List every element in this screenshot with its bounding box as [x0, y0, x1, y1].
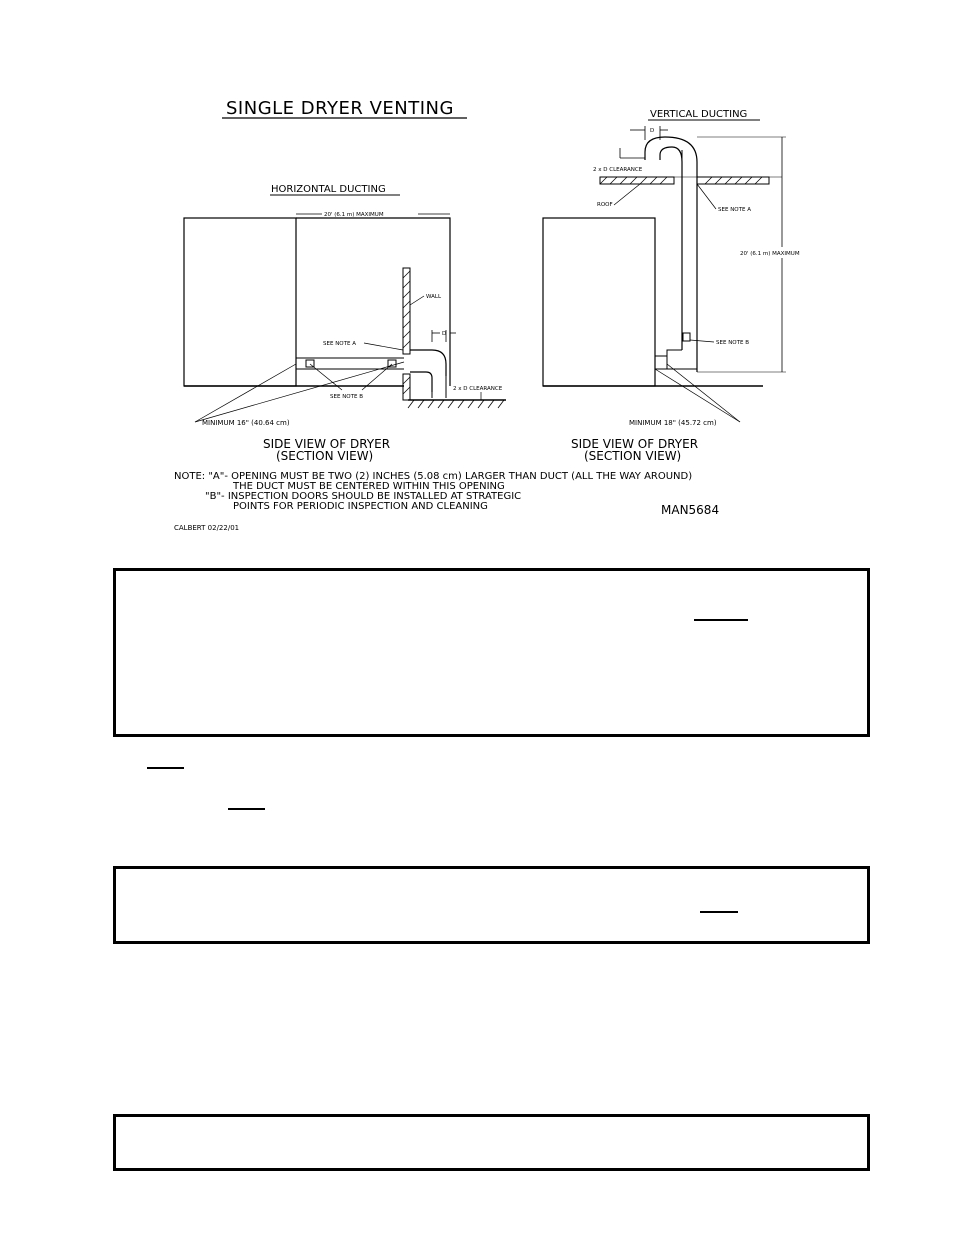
vertical-gooseneck: [645, 137, 697, 372]
vertical-section-view: (SECTION VIEW): [584, 449, 682, 463]
duct-outline: [296, 218, 450, 386]
diagram-title: SINGLE DRYER VENTING: [226, 98, 454, 119]
author-date: CALBERT 02/22/01: [174, 524, 240, 532]
emphasis-underline: [694, 619, 748, 621]
horizontal-minimum: MINIMUM 16" (40.64 cm): [202, 419, 290, 427]
wall-hatch: [403, 268, 410, 354]
note-a-line2: THE DUCT MUST BE CENTERED WITHIN THIS OPENING: [233, 481, 505, 492]
vertical-minimum: MINIMUM 18" (45.72 cm): [629, 419, 717, 427]
vertical-side-view: SIDE VIEW OF DRYER: [571, 437, 699, 451]
horizontal-ducting-view: [184, 184, 506, 463]
horizontal-max-length: 20' (6.1 m) MAXIMUM: [324, 212, 384, 218]
horizontal-d-label: D: [442, 331, 447, 337]
vertical-see-note-b: SEE NOTE B: [716, 340, 749, 346]
vertical-clearance: 2 x D CLEARANCE: [593, 167, 643, 173]
horizontal-heading: HORIZONTAL DUCTING: [271, 184, 386, 195]
horizontal-section-view: (SECTION VIEW): [276, 449, 374, 463]
vertical-d-label: D: [650, 128, 655, 134]
note-a-line1: NOTE: "A"- OPENING MUST BE TWO (2) INCHES (5.08 cm) LARGER THAN DUCT (ALL THE WAY AROUND): [174, 471, 693, 482]
caution-box-1: [113, 568, 870, 737]
caution-box-3: [113, 1114, 870, 1171]
note-b-line1: "B"- INSPECTION DOORS SHOULD BE INSTALLED AT STRATEGIC: [205, 491, 522, 502]
horizontal-clearance: 2 x D CLEARANCE: [453, 386, 503, 392]
emphasis-underline: [700, 911, 738, 913]
venting-diagram: [0, 0, 954, 560]
horizontal-see-note-a: SEE NOTE A: [323, 341, 356, 347]
vertical-max-length: 20' (6.1 m) MAXIMUM: [740, 251, 800, 257]
drawing-number: MAN5684: [661, 503, 720, 517]
horizontal-side-view: SIDE VIEW OF DRYER: [263, 437, 391, 451]
dryer-box-right: [543, 218, 655, 386]
emphasis-underline: [228, 808, 265, 810]
note-b-line2: POINTS FOR PERIODIC INSPECTION AND CLEANING: [233, 501, 488, 512]
vertical-ducting-view: [543, 109, 822, 463]
dryer-box-left: [184, 218, 296, 386]
vertical-roof-label: ROOF: [597, 202, 613, 208]
vertical-inspection-door: [683, 333, 690, 341]
caution-box-2: [113, 866, 870, 944]
emphasis-underline: [147, 767, 184, 769]
vertical-heading: VERTICAL DUCTING: [650, 109, 748, 120]
horizontal-see-note-b: SEE NOTE B: [330, 394, 363, 400]
wall-label: WALL: [426, 294, 442, 300]
vertical-see-note-a: SEE NOTE A: [718, 207, 751, 213]
horizontal-duct-elbow: [410, 350, 446, 392]
